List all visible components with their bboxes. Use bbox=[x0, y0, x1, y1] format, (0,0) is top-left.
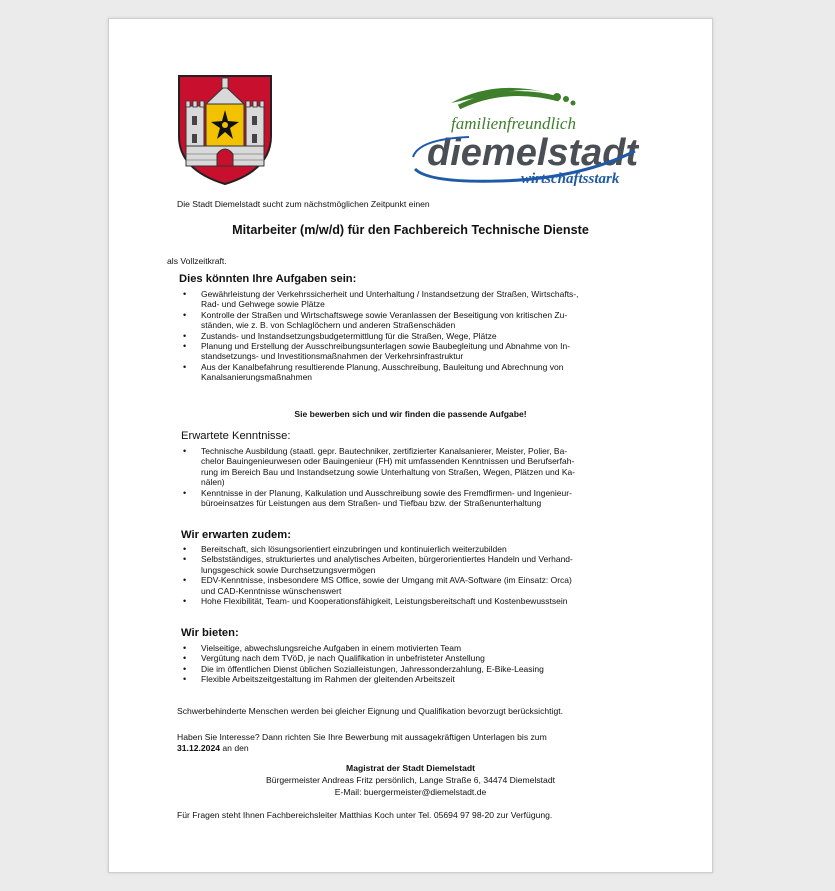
coat-of-arms-icon bbox=[177, 74, 273, 186]
list-item bbox=[179, 544, 659, 554]
address-email[interactable]: E-Mail: buergermeister@diemelstadt.de bbox=[334, 787, 487, 797]
list-item-line: Vergütung nach dem TVöD, je nach Qualifikation in unbefristeter Anstellung bbox=[201, 653, 485, 664]
intro-text: Die Stadt Diemelstadt sucht zum nächstmöglichen Zeitpunkt einen bbox=[177, 199, 430, 209]
logo-line3: wirtschaftsstark bbox=[521, 171, 620, 187]
list-item bbox=[179, 446, 659, 488]
logo-line1: familienfreundlich bbox=[451, 114, 576, 133]
list-item-line: Bereitschaft, sich lösungsorientiert einzubringen und kontinuierlich weiterzubilden bbox=[201, 544, 507, 554]
list-item bbox=[179, 674, 659, 684]
list-item bbox=[179, 341, 659, 362]
logo-line2: diemelstadt bbox=[427, 132, 639, 174]
list-item-line: rung im Bereich Bau und Instandsetzung sowie Unterhaltung von Straßen, Wegen, Plätzen und Ka- bbox=[201, 466, 576, 477]
apply-suffix: an den bbox=[220, 743, 249, 753]
list-item-line: ständen, wie z. B. von Schlaglöchern und anderen Straßenschäden bbox=[201, 320, 456, 331]
tasks-list bbox=[179, 289, 659, 383]
skills-list bbox=[179, 446, 659, 508]
list-item bbox=[179, 488, 659, 509]
list-item-line: Die im öffentlichen Dienst üblichen Sozialleistungen, Jahressonderzahlung, E-Bike-Leasing bbox=[201, 663, 544, 674]
list-item-line: Flexible Arbeitszeitgestaltung im Rahmen der gleitenden Arbeitszeit bbox=[201, 674, 455, 685]
list-item bbox=[179, 664, 659, 674]
list-item bbox=[179, 596, 659, 606]
contact-text: Für Fragen steht Ihnen Fachbereichsleiter Matthias Koch unter Tel. 05694 97 98-20 zur Verfügung. bbox=[177, 810, 553, 820]
list-item-line: büroeinsatzes für Leistungen aus dem Straßen- und Tiefbau bzw. der Straßenunterhaltung bbox=[201, 498, 542, 509]
offer-heading: Wir bieten: bbox=[181, 627, 239, 639]
tasks-heading: Dies könnten Ihre Aufgaben sein: bbox=[179, 273, 357, 285]
list-item-line: Kenntnisse in der Planung, Kalkulation und Ausschreibung sowie des Fremdfirmen- und Ingenieur- bbox=[201, 487, 572, 498]
address-line: Bürgermeister Andreas Fritz persönlich, Lange Straße 6, 34474 Diemelstadt bbox=[266, 775, 555, 785]
list-item-line: Technische Ausbildung (staatl. gepr. Bautechniker, zertifizierter Kanalsanierer, Meister, Polier, Ba- bbox=[201, 446, 568, 456]
employment-type: als Vollzeitkraft. bbox=[167, 256, 227, 266]
list-item bbox=[179, 643, 659, 653]
list-item-line: Hohe Flexibilität, Team- und Kooperationsfähigkeit, Leistungsbereitschaft und Kostenbewusstsein bbox=[201, 596, 568, 607]
list-item bbox=[179, 575, 659, 596]
list-item-line: Aus der Kanalbefahrung resultierende Planung, Ausschreibung, Bauleitung und Abrechnung von bbox=[201, 361, 564, 372]
list-item bbox=[179, 362, 659, 383]
list-item bbox=[179, 331, 659, 341]
list-item-line: EDV-Kenntnisse, insbesondere MS Office, sowie der Umgang mit AVA-Software (im Einsatz: Orca) bbox=[201, 575, 572, 586]
list-item bbox=[179, 310, 659, 331]
expect-heading: Wir erwarten zudem: bbox=[181, 529, 291, 541]
disability-note: Schwerbehinderte Menschen werden bei gleicher Eignung und Qualifikation bevorzugt berücksichtigt. bbox=[177, 706, 563, 716]
list-item-line: standsetzungs- und Investitionsmaßnahmen der Verkehrsinfrastruktur bbox=[201, 351, 464, 362]
list-item-line: Kontrolle der Straßen und Wirtschaftswege sowie Veranlassen der Beseitigung von kritischen Zu- bbox=[201, 309, 568, 320]
document-page bbox=[108, 18, 713, 873]
list-item bbox=[179, 554, 659, 575]
list-item bbox=[179, 289, 659, 310]
list-item-line: Gewährleistung der Verkehrssicherheit und Unterhaltung / Instandsetzung der Straßen, Wirtschafts-, bbox=[201, 289, 579, 299]
job-title: Mitarbeiter (m/w/d) für den Fachbereich Technische Dienste bbox=[232, 223, 589, 237]
apply-text bbox=[177, 732, 655, 754]
list-item-line: Zustands- und Instandsetzungsbudgetermittlung für die Straßen, Wege, Plätze bbox=[201, 330, 497, 341]
offer-list bbox=[179, 643, 659, 685]
list-item-line: lungsgeschick sowie Durchsetzungsvermögen bbox=[201, 564, 376, 575]
list-item-line: Kanalsanierungsmaßnahmen bbox=[201, 372, 313, 383]
diemelstadt-logo bbox=[409, 79, 639, 189]
list-item-line: Planung und Erstellung der Ausschreibungsunterlagen sowie Baubegleitung und Abnahme von In- bbox=[201, 341, 571, 352]
list-item bbox=[179, 653, 659, 663]
list-item-line: und CAD-Kenntnisse wünschenswert bbox=[201, 585, 342, 596]
list-item-line: Vielseitige, abwechslungsreiche Aufgaben in einem motivierten Team bbox=[201, 643, 462, 653]
list-item-line: Rad- und Gehwege sowie Plätze bbox=[201, 299, 325, 310]
apply-intro: Haben Sie Interesse? Dann richten Sie Ihre Bewerbung mit aussagekräftigen Unterlagen bis zum bbox=[177, 732, 547, 742]
list-item-line: nälen) bbox=[201, 477, 225, 488]
list-item-line: Selbstständiges, strukturiertes und analytisches Arbeiten, bürgerorientiertes Handeln und Verhand- bbox=[201, 554, 573, 565]
list-item-line: chelor Bauingenieurwesen oder Bauingenieur (FH) mit umfassenden Kenntnissen und Berufserfah- bbox=[201, 456, 575, 467]
skills-heading: Erwartete Kenntnisse: bbox=[181, 430, 291, 442]
slogan: Sie bewerben sich und wir finden die passende Aufgabe! bbox=[294, 409, 527, 419]
address-name: Magistrat der Stadt Diemelstadt bbox=[346, 763, 475, 773]
expect-list bbox=[179, 544, 659, 606]
apply-deadline: 31.12.2024 bbox=[177, 743, 221, 753]
